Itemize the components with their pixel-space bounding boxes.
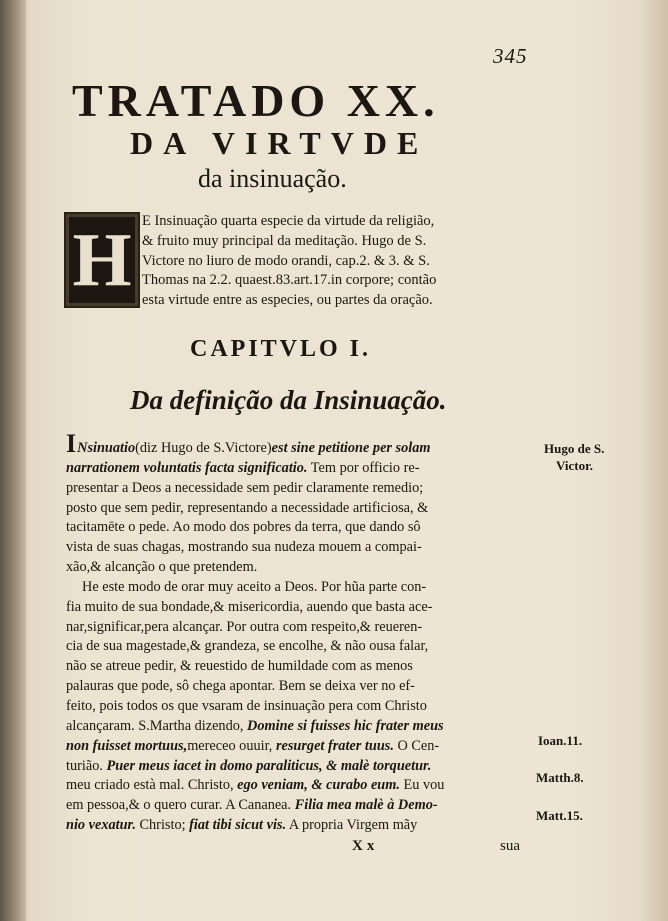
body-line [66, 479, 536, 499]
intro-line: & fruito muy principal da meditação. Hugo de S. [142, 232, 427, 249]
margin-note-matt15: Matt.15. [536, 808, 583, 823]
body-line [66, 677, 536, 697]
latin-quote: est sine petitione per solam [271, 440, 431, 456]
body-line [66, 697, 536, 717]
body-line [66, 538, 536, 558]
text-run: meu criado està mal. Christo, [66, 777, 238, 794]
latin-quote: fiat tibi sicut vis. [189, 817, 287, 834]
latin-quote: narrationem voluntatis facta significatio. [66, 459, 308, 476]
latin-quote: non fuisset mortuus, [66, 737, 188, 754]
body-line [66, 618, 536, 638]
body-line [66, 776, 536, 796]
text-run: O Cen- [393, 737, 440, 754]
text-run: cia de sua magestade,& grandeza, se encolhe, & não ousa falar, [66, 638, 429, 655]
text-run: alcançaram. S.Martha dizendo, [66, 717, 248, 734]
initial-capital: I [66, 429, 77, 458]
text-run: xão,& alcanção o que pretendem. [66, 559, 258, 576]
text-run: tacitamēte o pede. Ao modo dos pobres da terra, que dando sô [66, 519, 421, 536]
intro-line: Victore no liuro de modo orandi, cap.2. & 3. & S. [142, 252, 430, 269]
catchword: sua [500, 838, 520, 854]
text-run: presentar a Deos a necessidade sem pedir claramente remedio; [66, 479, 424, 496]
intro-line: esta virtude entre as especies, ou partes da oração. [142, 292, 433, 309]
latin-quote: nio vexatur. [66, 817, 136, 834]
intro-line: Thomas na 2.2. quaest.83.art.17.in corpore; contão [142, 272, 437, 289]
latin-quote: Domine si fuisses hic frater meus [247, 717, 444, 734]
intro-paragraph [142, 212, 534, 311]
signature-mark: Xx [352, 838, 379, 854]
chapter-heading: CAPITVLO I. [190, 336, 372, 362]
text-run: He este modo de orar muy aceito a Deos. Por hũa parte con- [82, 578, 427, 595]
body-line [66, 518, 536, 538]
text-run: (diz Hugo de S.Victore) [135, 440, 272, 456]
decorated-initial-letter: H [72, 218, 132, 302]
text-run: palauras que pode, sô chega apontar. Bem se deixa ver no ef- [66, 678, 415, 695]
treatise-subtitle-line3: da insinuação. [198, 164, 347, 193]
body-line [66, 637, 536, 657]
treatise-subtitle: DA VIRTVDE [130, 125, 429, 161]
body-line [66, 598, 536, 618]
text-run: Tem por officio re- [307, 459, 420, 476]
text-run: Christo; [135, 817, 190, 834]
latin-quote: resurget frater tuus. [275, 737, 394, 754]
page-number: 345 [493, 44, 528, 68]
text-run: A propria Virgem mãy [286, 817, 418, 834]
body-line [66, 657, 536, 677]
book-gutter [0, 0, 26, 921]
latin-quote: Filia mea malè à Demo- [294, 797, 438, 814]
section-heading: Da definição da Insinuação. [130, 385, 447, 415]
latin-quote: Puer meus iacet in domo paraliticus, & malè torquetur. [106, 757, 432, 774]
body-line [66, 429, 536, 459]
body-line [66, 499, 536, 519]
body-line [66, 578, 536, 598]
text-run: feito, pois todos os que vsaram de insinuação pera com Christo [66, 697, 427, 714]
text-run: vista de suas chagas, mostrando sua nudeza mouem a compai- [66, 539, 422, 556]
decorated-initial [64, 212, 140, 308]
margin-note-victor: Victor. [556, 458, 593, 473]
text-run: posto que sem pedir, representando a necessidade artificiosa, & [66, 499, 429, 516]
text-run: fia muito de sua bondade,& misericordia, auendo que basta ace- [66, 598, 433, 615]
body-line [66, 737, 536, 757]
body-line [66, 757, 536, 777]
text-run: não se atreue pedir, & reuestido de humildade com as menos [66, 658, 413, 675]
margin-note-matth8: Matth.8. [536, 770, 584, 785]
text-run: Eu vou [399, 777, 445, 794]
text-run: nar,significar,pera alcançar. Por outra com respeito,& reueren- [66, 618, 423, 635]
text-run: em pessoa,& o quero curar. A Cananea. [66, 797, 295, 814]
body-line [66, 796, 536, 816]
treatise-title: TRATADO XX. [72, 75, 440, 126]
body-line [66, 816, 536, 836]
text-run: turião. [66, 757, 107, 774]
latin-quote: ego veniam, & curabo eum. [237, 777, 400, 794]
intro-line: E Insinuação quarta especie da virtude da religião, [142, 213, 435, 229]
latin-quote: Nsinuatio [77, 440, 136, 456]
text-run: mereceo ouuir, [187, 737, 276, 754]
body-text [66, 429, 536, 836]
margin-note-ioan: Ioan.11. [538, 733, 583, 748]
body-line [66, 717, 536, 737]
margin-note-hugo: Hugo de S. [544, 441, 605, 456]
body-line [66, 558, 536, 578]
body-line [66, 459, 536, 479]
